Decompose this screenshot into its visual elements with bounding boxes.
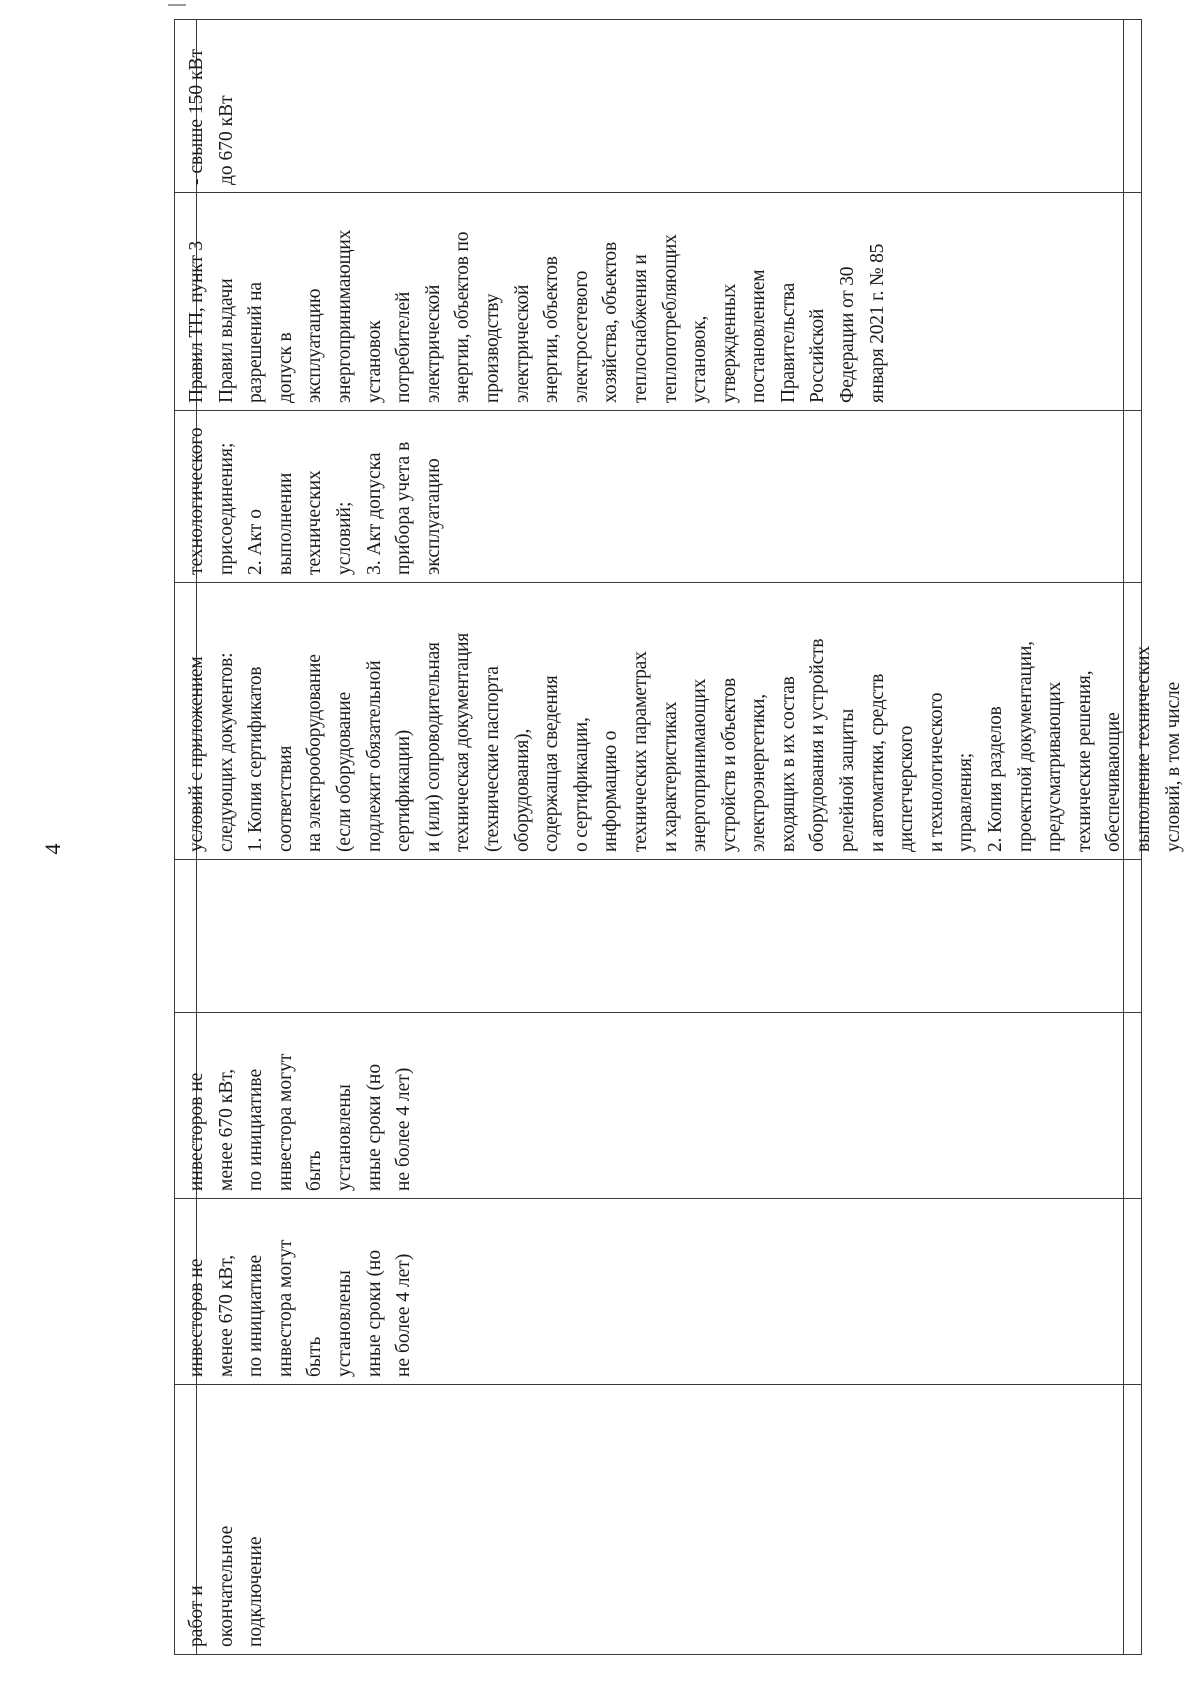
cell-text-line: установлены [333,1084,355,1191]
cell-text-line: (если оборудование [333,692,355,852]
table-cell-documents [182,583,1188,860]
cell-text-line: быть [304,1150,326,1191]
cell-text-line: релейной защиты [837,708,859,852]
cell-text-line: технических параметрах [629,651,651,852]
cell-text-line: соответствия [274,745,296,852]
cell-text-line: технические решения, [1073,670,1095,852]
cell-text-line: теплоснабжения и [629,254,651,403]
cell-text-line: Российской [807,308,829,403]
cell-text-line: Правил выдачи [215,278,237,403]
cell-text-line: инвесторов не [186,1072,207,1191]
cell-text-line: установок [363,320,385,403]
cell-text-line: на электрооборудование [304,654,326,852]
cell-text-line: прибора учета в [393,441,415,575]
cell-text-line: по инициативе [245,1068,267,1191]
cell-text-line: устройств и объектов [718,677,740,852]
cell-text-line: электрической [511,284,533,403]
table-cell-power-range [182,19,241,193]
cell-text-line: инвестора могут [274,1239,296,1377]
cell-text-line: и (или) сопроводительная [422,642,444,852]
cell-text-line: потребителей [393,291,415,403]
cell-text-line: постановлением [748,269,770,403]
cell-text-line: электроэнергетики, [748,694,770,852]
cell-text-line: эксплуатацию [304,288,326,403]
cell-text-line: о сертификации, [570,717,592,852]
cell-text-line: Правительства [777,282,799,403]
cell-text-line: энергопринимающих [689,678,711,852]
scan-edge-mark [168,4,186,6]
table-cell-legal-basis [182,193,892,411]
table-cell-work-stage [182,1385,271,1655]
cell-text-line: эксплуатацию [422,458,444,575]
cell-text-line: обеспечивающие [1103,712,1125,852]
cell-text-line: установлены [333,1270,355,1377]
cell-text-line: иные сроки (но [363,1249,385,1377]
cell-text-line: энергопринимающих [333,229,355,403]
cell-text-line: - свыше 150 кВт [186,48,207,185]
rotated-table [174,19,1184,1655]
cell-text-line: Федерации от 30 [837,266,859,403]
cell-text-line: Правил ТП, пункт 3 [186,241,207,403]
cell-text-line: установок, [689,315,711,403]
cell-text-line: управления; [955,753,977,852]
cell-text-line: утвержденных [718,283,740,403]
cell-text-line: предусматривающих [1044,681,1066,852]
cell-text-line: входящих в их состав [777,676,799,852]
cell-text-line: до 670 кВт [215,95,237,185]
cell-text-line: техническая документация [452,632,474,852]
cell-text-line: 3. Акт допуска [363,452,385,575]
cell-text-line: энергии, объектов [541,256,563,403]
cell-text-line: 2. Акт о [245,509,267,575]
cell-text-line: и автоматики, средств [866,673,888,852]
cell-text-line: (технические паспорта [481,666,503,852]
cell-text-line: производству [481,293,503,403]
cell-text-line: сертификации) [393,729,415,852]
cell-text-line: не более 4 лет) [393,1067,415,1191]
cell-text-line: теплопотребляющих [659,234,681,403]
table-cell-result-documents [182,411,448,583]
cell-text-line: технических [304,470,326,575]
cell-text-line: хозяйства, объектов [600,242,622,403]
cell-text-line: выполнении [274,472,296,575]
cell-text-line: работ и [186,1585,207,1647]
cell-text-line: и характеристиках [659,701,681,852]
cell-text-line: допуск в [274,332,296,403]
cell-text-line: электрической [422,284,444,403]
cell-text-line: условий; [333,501,355,575]
cell-text-line: менее 670 кВт, [215,1254,237,1377]
cell-text-line: и технологического [925,692,947,852]
cell-text-line: выполнение технических [1133,646,1154,852]
cell-text-line: разрешений на [245,282,267,403]
cell-text-line: присоединения; [215,442,237,575]
cell-text-line: менее 670 кВт, [215,1068,237,1191]
cell-text-line: по инициативе [245,1254,267,1377]
cell-text-line: января 2021 г. № 85 [866,243,888,403]
cell-text-line: инвесторов не [186,1258,207,1377]
cell-text-line: следующих документов: [215,652,237,852]
page-number: 4 [40,843,65,855]
cell-text-line: информацию о [600,730,622,852]
table-cell-term-a [182,1199,419,1385]
cell-text-line: электросетевого [570,270,592,403]
cell-text-line: условий, в том числе [1162,682,1184,852]
cell-text-line: 1. Копия сертификатов [245,666,267,852]
cell-text-line: иные сроки (но [363,1063,385,1191]
cell-text-line: содержащая сведения [541,675,563,852]
cell-text-line: быть [304,1336,326,1377]
cell-text-line: энергии, объектов по [452,231,474,403]
cell-text-line: окончательное [215,1525,237,1647]
cell-text-line: оборудования), [511,728,533,852]
cell-text-line: инвестора могут [274,1053,296,1191]
cell-text-line: условий с приложением [186,656,207,852]
cell-text-line: подключение [245,1536,267,1647]
cell-text-line: технологического [186,427,207,575]
cell-text-line: диспетчерского [896,725,918,852]
table-cell-term-b [182,1013,419,1199]
cell-text-line: оборудования и устройств [807,638,829,852]
cell-text-line: 2. Копия разделов [985,706,1007,852]
cell-text-line: подлежит обязательной [363,660,385,852]
cell-text-line: не более 4 лет) [393,1253,415,1377]
cell-text-line: проектной документации, [1014,641,1036,852]
